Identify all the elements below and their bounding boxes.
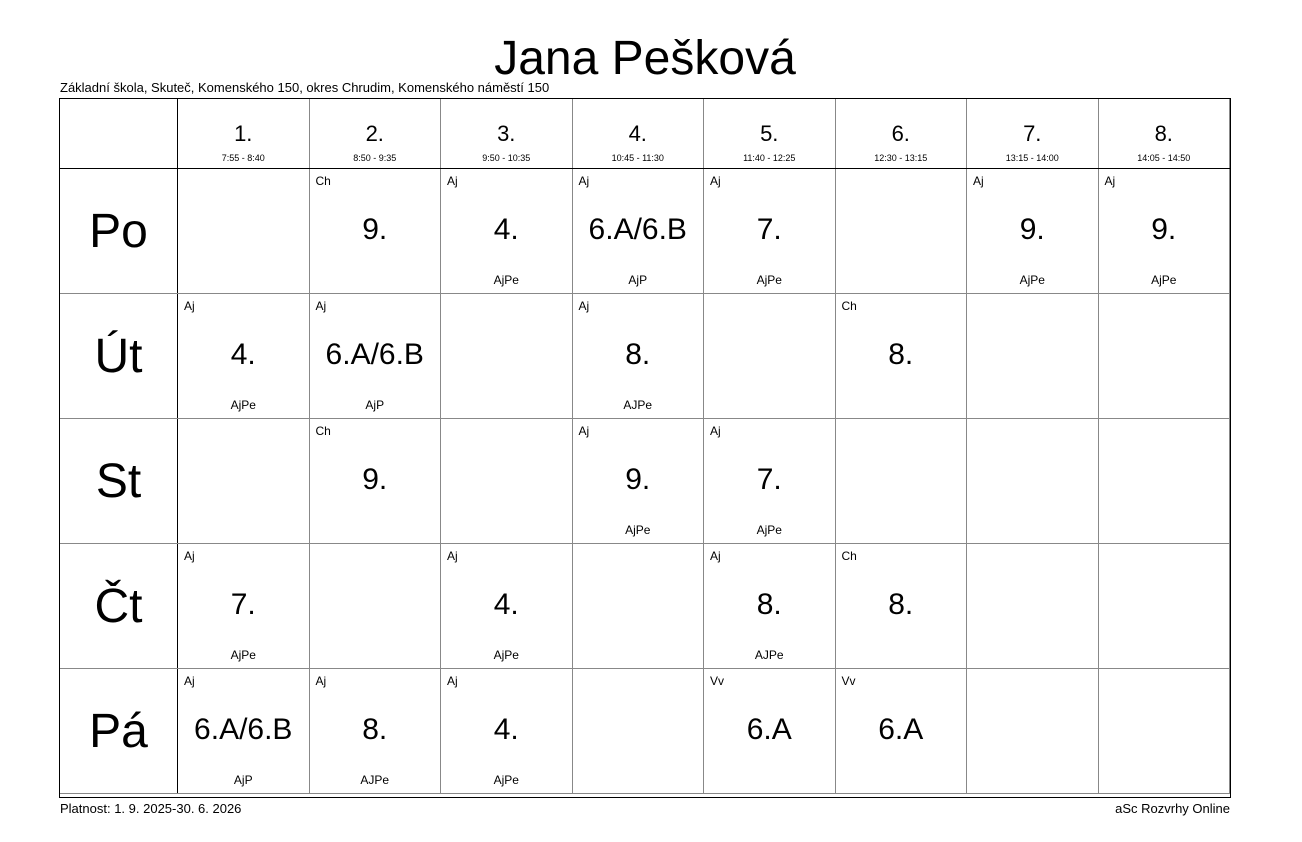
lesson-subject: Aj [578, 174, 590, 188]
lesson-class: 4. [493, 713, 519, 746]
period-number: 3. [497, 121, 516, 146]
empty-cell [441, 294, 573, 419]
empty-cell [967, 544, 1099, 669]
lesson-class: 9. [362, 213, 388, 246]
empty-cell [967, 294, 1099, 419]
lesson-class: 9. [362, 463, 388, 496]
empty-cell [967, 419, 1099, 544]
period-header-cell [967, 99, 1099, 169]
empty-cell [835, 169, 967, 294]
lesson-teacher: AJPe [754, 648, 784, 662]
period-time: 9:50 - 10:35 [482, 153, 531, 163]
day-row [60, 544, 1230, 669]
lesson-class: 6.A/6.B [194, 713, 293, 746]
empty-cell [704, 294, 836, 419]
lesson-cell[interactable] [178, 294, 310, 419]
lesson-cell[interactable] [704, 544, 836, 669]
lesson-class: 8. [888, 588, 914, 621]
lesson-class: 8. [888, 338, 914, 371]
empty-cell [835, 419, 967, 544]
lesson-teacher: AjPe [756, 273, 782, 287]
day-cell [60, 669, 178, 794]
period-number: 8. [1154, 121, 1173, 146]
day-cell [60, 169, 178, 294]
period-number: 4. [628, 121, 647, 146]
lesson-subject: Aj [710, 424, 721, 438]
lesson-cell[interactable] [441, 669, 573, 794]
period-time: 12:30 - 13:15 [874, 153, 928, 163]
lesson-cell[interactable] [572, 294, 704, 419]
lesson-class: 6.A/6.B [325, 338, 424, 371]
lesson-subject: Aj [447, 549, 458, 563]
lesson-subject: Aj [315, 674, 327, 688]
lesson-subject: Vv [710, 674, 725, 688]
lesson-class: 6.A [878, 713, 924, 746]
lesson-class: 9. [1019, 213, 1045, 246]
page-title: Jana Pešková [494, 32, 796, 85]
lesson-teacher: AjPe [1019, 273, 1045, 287]
lesson-class: 8. [362, 713, 388, 746]
empty-cell [178, 169, 310, 294]
period-header-row [60, 99, 1230, 169]
period-number: 6. [891, 121, 910, 146]
lesson-subject: Vv [841, 674, 856, 688]
lesson-class: 4. [493, 588, 519, 621]
lesson-class: 8. [625, 338, 651, 371]
lesson-cell[interactable] [967, 169, 1099, 294]
period-number: 7. [1023, 121, 1042, 146]
day-name: Út [94, 330, 143, 383]
lesson-subject: Aj [184, 674, 195, 688]
lesson-subject: Ch [315, 424, 331, 438]
empty-cell [441, 419, 573, 544]
lesson-cell[interactable] [441, 169, 573, 294]
period-header-cell [704, 99, 836, 169]
lesson-teacher: AJPe [360, 773, 390, 787]
lesson-cell[interactable] [178, 669, 310, 794]
lesson-cell[interactable] [835, 544, 967, 669]
brand-text: aSc Rozvrhy Online [1115, 801, 1230, 816]
lesson-subject: Aj [578, 424, 590, 438]
lesson-class: 7. [756, 213, 782, 246]
lesson-subject: Aj [184, 299, 195, 313]
lesson-subject: Aj [578, 299, 590, 313]
empty-cell [572, 669, 704, 794]
period-time: 10:45 - 11:30 [611, 153, 664, 163]
lesson-teacher: AjPe [1151, 273, 1177, 287]
period-number: 2. [365, 121, 384, 146]
lesson-class: 4. [493, 213, 519, 246]
lesson-subject: Aj [1104, 174, 1116, 188]
period-time: 13:15 - 14:00 [1005, 153, 1059, 163]
lesson-subject: Aj [710, 174, 721, 188]
lesson-cell[interactable] [309, 294, 441, 419]
lesson-class: 8. [756, 588, 782, 621]
lesson-teacher: AjP [628, 273, 648, 287]
lesson-cell[interactable] [835, 294, 967, 419]
period-time: 11:40 - 12:25 [743, 153, 796, 163]
lesson-subject: Aj [315, 299, 327, 313]
day-name: Po [89, 205, 148, 258]
lesson-subject: Aj [710, 549, 721, 563]
school-name: Základní škola, Skuteč, Komenského 150, okres Chrudim, Komenského náměstí 150 [60, 80, 550, 95]
empty-cell [1098, 419, 1230, 544]
lesson-class: 7. [756, 463, 782, 496]
lesson-class: 6.A/6.B [588, 213, 687, 246]
empty-cell [178, 419, 310, 544]
lesson-subject: Aj [973, 174, 984, 188]
validity-text: Platnost: 1. 9. 2025-30. 6. 2026 [60, 801, 242, 816]
lesson-class: 6.A [746, 713, 792, 746]
timetable [59, 98, 1230, 794]
lesson-cell[interactable] [309, 669, 441, 794]
lesson-cell[interactable] [1098, 169, 1230, 294]
lesson-class: 7. [230, 588, 256, 621]
period-header-cell [572, 99, 704, 169]
lesson-cell[interactable] [835, 669, 967, 794]
period-number: 5. [760, 121, 779, 146]
day-name: Čt [94, 580, 143, 633]
day-row [60, 419, 1230, 544]
period-time: 14:05 - 14:50 [1137, 153, 1191, 163]
day-name: St [95, 455, 142, 508]
lesson-class: 9. [625, 463, 651, 496]
lesson-subject: Ch [315, 174, 331, 188]
lesson-subject: Ch [841, 299, 857, 313]
lesson-teacher: AjPe [230, 648, 256, 662]
lesson-subject: Aj [447, 174, 458, 188]
day-row [60, 669, 1230, 794]
empty-cell [1098, 544, 1230, 669]
lesson-cell[interactable] [178, 544, 310, 669]
lesson-subject: Aj [184, 549, 195, 563]
empty-cell [967, 669, 1099, 794]
lesson-teacher: AjPe [493, 273, 519, 287]
period-time: 7:55 - 8:40 [221, 153, 265, 163]
empty-cell [572, 544, 704, 669]
lesson-teacher: AjPe [493, 648, 519, 662]
period-header-cell [441, 99, 573, 169]
lesson-cell[interactable] [704, 169, 836, 294]
lesson-cell[interactable] [572, 169, 704, 294]
lesson-cell[interactable] [309, 169, 441, 294]
lesson-teacher: AjPe [493, 773, 519, 787]
period-header-cell [1098, 99, 1230, 169]
lesson-cell[interactable] [704, 669, 836, 794]
lesson-subject: Aj [447, 674, 458, 688]
period-header-cell [178, 99, 310, 169]
empty-cell [309, 544, 441, 669]
day-cell [60, 419, 178, 544]
lesson-teacher: AjPe [756, 523, 782, 537]
empty-cell [1098, 669, 1230, 794]
period-time: 8:50 - 9:35 [353, 153, 397, 163]
lesson-teacher: AjP [233, 773, 253, 787]
period-header-cell [835, 99, 967, 169]
lesson-cell[interactable] [572, 419, 704, 544]
day-row [60, 294, 1230, 419]
day-cell [60, 544, 178, 669]
day-cell [60, 294, 178, 419]
lesson-class: 4. [230, 338, 256, 371]
period-number: 1. [234, 121, 253, 146]
corner-cell [60, 99, 178, 169]
lesson-cell[interactable] [441, 544, 573, 669]
lesson-teacher: AjP [365, 398, 385, 412]
lesson-teacher: AjPe [625, 523, 651, 537]
lesson-teacher: AJPe [623, 398, 653, 412]
lesson-cell[interactable] [309, 419, 441, 544]
lesson-teacher: AjPe [230, 398, 256, 412]
day-row [60, 169, 1230, 294]
lesson-class: 9. [1151, 213, 1177, 246]
period-header-cell [309, 99, 441, 169]
lesson-cell[interactable] [704, 419, 836, 544]
day-name: Pá [89, 705, 148, 758]
lesson-subject: Ch [841, 549, 857, 563]
empty-cell [1098, 294, 1230, 419]
